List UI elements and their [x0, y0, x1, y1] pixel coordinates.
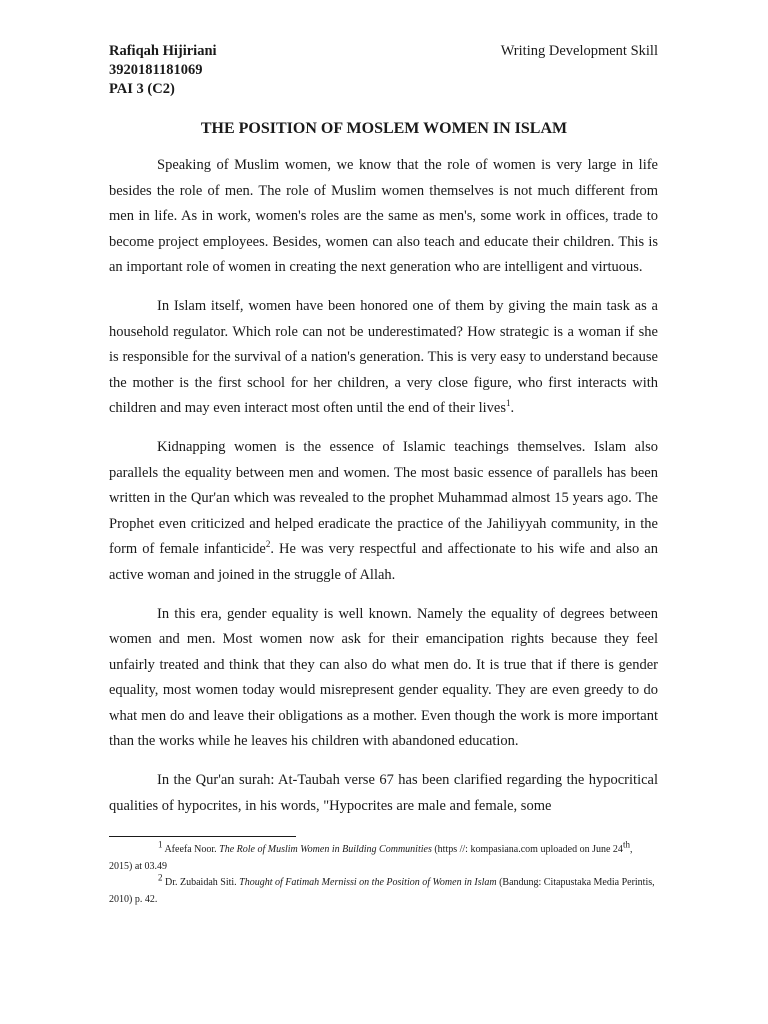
paragraph: Kidnapping women is the essence of Islamic teachings themselves. Islam also parallels the equality between men and women. The most basic essence of parallels has been written in the Qur'an which was revealed to the prophet Muhammad almost 15 years ago. The Prophet even criticized and helped eradicate the practice of the Jahiliyyah community, in the form of female infanticide$^2$. He was very respectful and affectionate to his wife and also an active woman and joined in the struggle of Allah. [109, 438, 658, 583]
document-title: THE POSITION OF MOSLEM WOMEN IN ISLAM [200, 120, 568, 137]
paragraph: In the Qur'an surah: At-Taubah verse 67 has been clarified regarding the hypocritical qualities of hypocrites, in his words, "Hypocrites are male and female, some [109, 772, 658, 814]
student-id: 3920181181069 [109, 62, 203, 78]
course-name: Writing Development Skill [500, 43, 658, 59]
footnote-ref: 1 [506, 398, 511, 409]
author-block [109, 42, 217, 99]
footnote: $^1$ Afeefa Noor. The Role of Muslim Women in Building Communities (https //: kompasiana.com uploaded on June 24th, 2015) at 03.49 [109, 839, 633, 872]
footnote-divider [109, 836, 296, 837]
paragraph: Speaking of Muslim women, we know that the role of women is very large in life besides the role of men. The role of Muslim women themselves is not much different from men in life. As in work, women's roles are the same as men's, some work in offices, trade to become project employees. Besides, women can also teach and educate their children. This is an important role of women in creating the next generation who are intelligent and virtuous. [109, 157, 658, 276]
author-name: Rafiqah Hijiriani [109, 43, 217, 59]
paragraph: In this era, gender equality is well known. Namely the equality of degrees between women and men. Most women now ask for their emancipation rights because they feel unfairly treated and think that they can also do what men do. It is true that if there is gender equality, most women today would misrepresent gender equality. They are even greedy to do what men do and leave their obligations as a mother. Even though the work is more important than the works while he leaves his children with abandoned education. [109, 605, 658, 750]
body-text [109, 153, 658, 832]
paragraph: In Islam itself, women have been honored one of them by giving the main task as a household regulator. Which role can not be underestimated? How strategic is a woman if she is responsible for the survival of a nation's generation. This is very easy to understand because the mother is the first school for her children, a very close figure, who first interacts with children and may even interact most often until the end of their lives$^1$. [109, 297, 658, 417]
class-label: PAI 3 (C2) [109, 81, 175, 97]
footnote: $^2$ Dr. Zubaidah Siti. Thought of Fatimah Mernissi on the Position of Women in Islam (Bandung: Citapustaka Media Perintis, 2010) p. 42. [109, 872, 655, 905]
footnotes [109, 839, 658, 908]
footnote-ref: 2 [265, 539, 271, 550]
